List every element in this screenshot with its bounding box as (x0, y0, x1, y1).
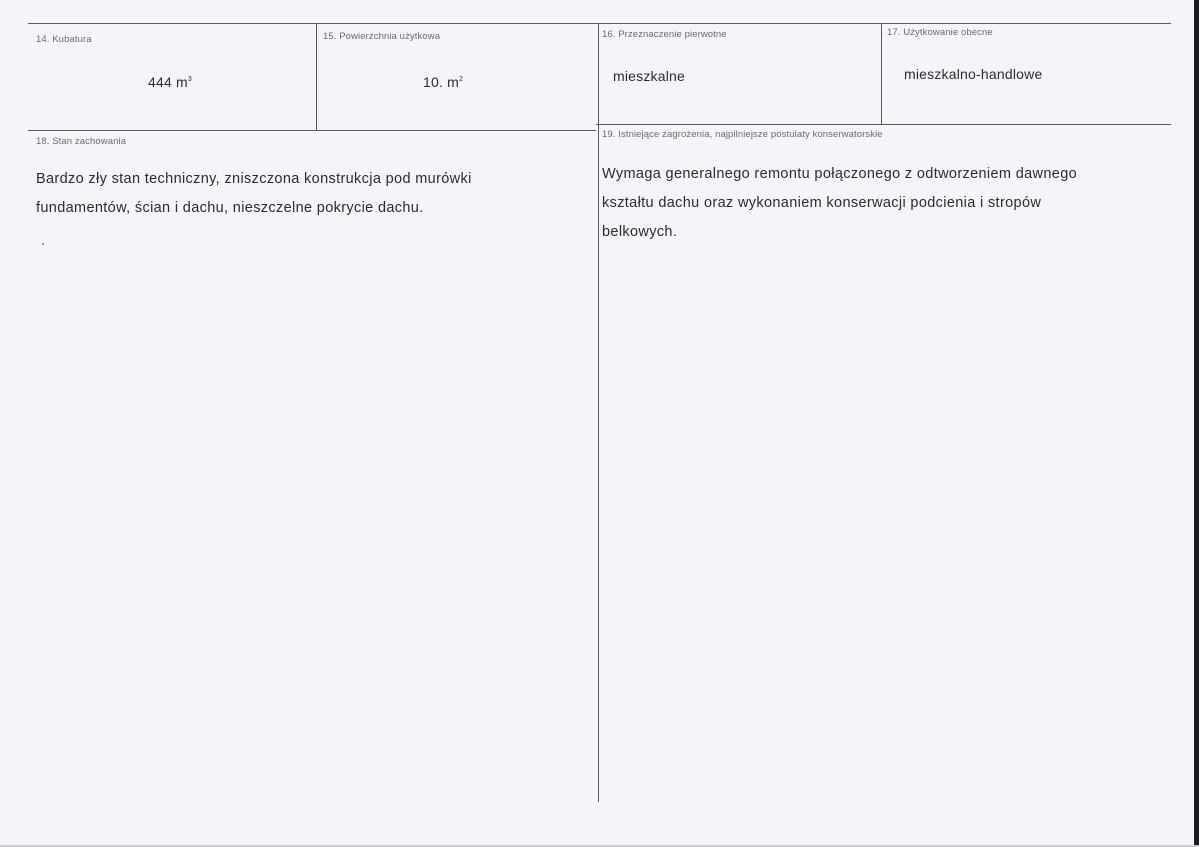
scan-edge-right (1194, 0, 1199, 847)
przeznaczenie-label: 16. Przeznaczenie pierwotne (602, 29, 727, 40)
divider-14-15 (316, 24, 317, 131)
powierzchnia-unit-exponent: 2 (459, 76, 464, 83)
powierzchnia-label: 15. Powierzchnia użytkowa (323, 31, 441, 42)
kubatura-number: 444 m (148, 74, 188, 90)
uzytkowanie-label: 17. Użytkowanie obecne (887, 27, 993, 38)
stan-line-1: Bardzo zły stan techniczny, zniszczona konstrukcja pod murówki (36, 171, 472, 187)
kubatura-value (148, 74, 192, 90)
kubatura-unit-exponent: 3 (187, 76, 193, 83)
zagrozenia-text (602, 160, 1162, 247)
scan-speck (42, 243, 44, 245)
zagrozenia-label: 19. Istniejące zagrożenia, najpilniejsze postulaty konserwatorskie (602, 129, 883, 140)
zagrozenia-line-2: kształtu dachu oraz wykonaniem konserwacji podcienia i stropów (602, 195, 1042, 211)
powierzchnia-value (423, 74, 463, 90)
stan-line-2: fundamentów, ścian i dachu, nieszczelne pokrycie dachu. (36, 200, 424, 216)
stan-label: 18. Stan zachowania (36, 136, 127, 147)
divider-16-17 (881, 24, 882, 125)
stan-text (36, 165, 592, 223)
przeznaczenie-value: mieszkalne (613, 68, 686, 84)
uzytkowanie-value: mieszkalno-handlowe (904, 66, 1043, 82)
powierzchnia-number: 10. m (423, 74, 460, 90)
top-rule (28, 23, 1171, 24)
kubatura-label: 14. Kubatura (36, 34, 92, 45)
zagrozenia-line-1: Wymaga generalnego remontu połączonego z odtworzeniem dawnego (602, 166, 1078, 182)
divider-center (598, 24, 599, 802)
middle-rule-left (28, 130, 596, 131)
zagrozenia-line-3: belkowych. (602, 224, 678, 240)
middle-rule-right (596, 124, 1171, 125)
